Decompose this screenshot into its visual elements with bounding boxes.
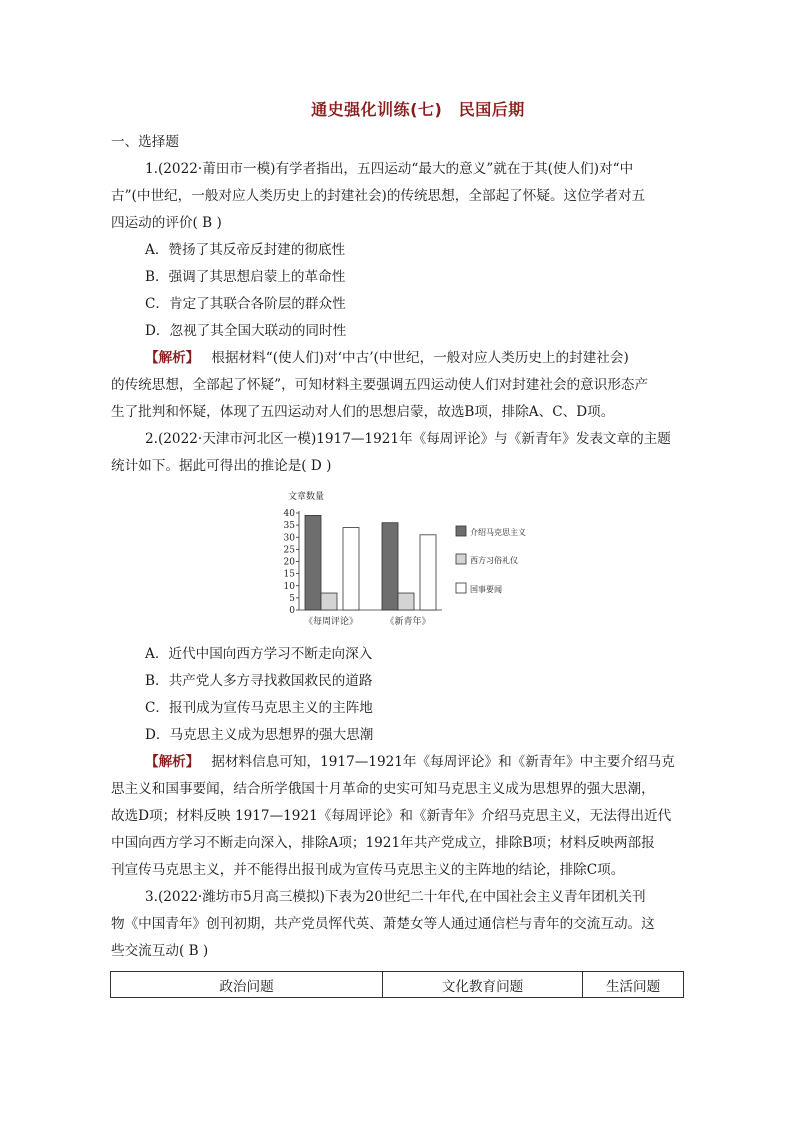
- q3-table: [110, 971, 684, 998]
- legend-label: 国事要闻: [470, 585, 502, 594]
- x-category-label: 《每周评论》: [303, 617, 359, 627]
- legend-label: 西方习俗礼仪: [470, 556, 518, 565]
- x-category-label: 《新青年》: [385, 617, 431, 627]
- legend-swatch: [456, 526, 466, 536]
- q2-option-a: A．近代中国向西方学习不断走向深入: [145, 646, 373, 662]
- q2-option-d: D．马克思主义成为思想界的强大思潮: [145, 727, 374, 743]
- bar-0-2: [343, 528, 359, 610]
- table-header-cell: 生活问题: [583, 972, 684, 998]
- page-title: 通史强化训练(七) 民国后期: [311, 100, 525, 119]
- q1-option-b: B．强调了其思想启蒙上的革命性: [145, 269, 346, 285]
- legend-swatch: [456, 583, 466, 593]
- bar-0-1: [321, 593, 337, 610]
- y-tick-label: 5: [289, 593, 295, 604]
- q1-option-c: C．肯定了其联合各阶层的群众性: [145, 296, 346, 312]
- q1-analysis-line-3: 生了批判和怀疑，体现了五四运动对人们的思想启蒙，故选B项，排除A、C、D项。: [111, 404, 615, 420]
- q1-analysis-line-2: 的传统思想，全部起了怀疑”，可知材料主要强调五四运动使人们对封建社会的意识形态产: [111, 377, 649, 393]
- q3-stem-line-2: 物《中国青年》创刊初期，共产党员恽代英、萧楚女等人通过通信栏与青年的交流互动。这: [111, 916, 655, 932]
- q2-analysis-line-2: 思主义和国事要闻，结合所学俄国十月革命的史实可知马克思主义成为思想界的强大思潮，: [111, 781, 655, 797]
- q2-analysis-line-1: 【解析】 据材料信息可知，1917—1921年《每周评论》和《新青年》中主要介绍马克: [145, 754, 675, 770]
- q2-analysis-label: 【解析】: [145, 754, 200, 770]
- section-heading: 一、选择题: [111, 134, 179, 150]
- q1-option-d: D．忽视了其全国大联动的同时性: [145, 323, 347, 339]
- y-tick-label: 25: [283, 545, 295, 556]
- bar-1-1: [398, 593, 414, 610]
- y-axis-label: 文章数量: [288, 492, 325, 502]
- q1-stem-line-1: 1.(2022·莆田市一模)有学者指出，五四运动“最大的意义”就在于其(使人们)对“中: [145, 161, 634, 177]
- y-tick-label: 35: [283, 521, 295, 532]
- bar-1-0: [382, 523, 398, 610]
- q2-option-c: C．报刊成为宣传马克思主义的主阵地: [145, 700, 373, 716]
- y-tick-label: 15: [283, 569, 295, 580]
- q1-stem-line-2: 古”(中世纪，一般对应人类历史上的封建社会)的传统思想，全部起了怀疑。这位学者对五: [111, 188, 646, 204]
- q2-option-b: B．共产党人多方寻找救国救民的道路: [145, 673, 373, 689]
- bar-1-2: [420, 535, 436, 610]
- q3-stem-line-3: 些交流互动( B ): [111, 943, 209, 959]
- bar-0-0: [305, 515, 321, 610]
- q1-analysis-label: 【解析】: [145, 350, 200, 366]
- table-header-row: [111, 972, 684, 998]
- q2-analysis-line-3: 故选D项；材料反映 1917—1921《每周评论》和《新青年》介绍马克思主义，无法得出近代: [111, 808, 672, 824]
- legend-label: 介绍马克思主义: [470, 528, 526, 537]
- table-header-cell: 政治问题: [111, 972, 383, 998]
- q1-option-a: A．赞扬了其反帝反封建的彻底性: [145, 242, 346, 258]
- q3-stem-line-1: 3.(2022·潍坊市5月高三模拟)下表为20世纪二十年代,在中国社会主义青年团机关刊: [145, 889, 646, 905]
- y-tick-label: 40: [283, 509, 295, 519]
- q2-stem-line-2: 统计如下。据此可得出的推论是( D ): [111, 458, 332, 474]
- q2-stem-line-1: 2.(2022·天津市河北区一模)1917—1921年《每周评论》与《新青年》发表文章的主题: [145, 431, 671, 447]
- y-tick-label: 30: [283, 533, 295, 544]
- y-tick-label: 0: [289, 606, 295, 616]
- y-tick-label: 10: [283, 581, 295, 592]
- table-header-cell: 文化教育问题: [383, 972, 583, 998]
- article-count-bar-chart: [282, 486, 542, 636]
- q1-analysis-line-1: 【解析】 根据材料“(使人们)对‘中古’(中世纪，一般对应人类历史上的封建社会): [145, 350, 629, 366]
- q2-analysis-line-4: 中国向西方学习不断走向深入，排除A项；1921年共产党成立，排除B项；材料反映两部报: [111, 835, 655, 851]
- q1-stem-line-3: 四运动的评价( B ): [111, 215, 222, 231]
- y-tick-label: 20: [283, 557, 295, 568]
- q2-analysis-line-5: 刊宣传马克思主义，并不能得出报刊成为宣传马克思主义的主阵地的结论，排除C项。: [111, 862, 625, 878]
- legend-swatch: [456, 554, 466, 564]
